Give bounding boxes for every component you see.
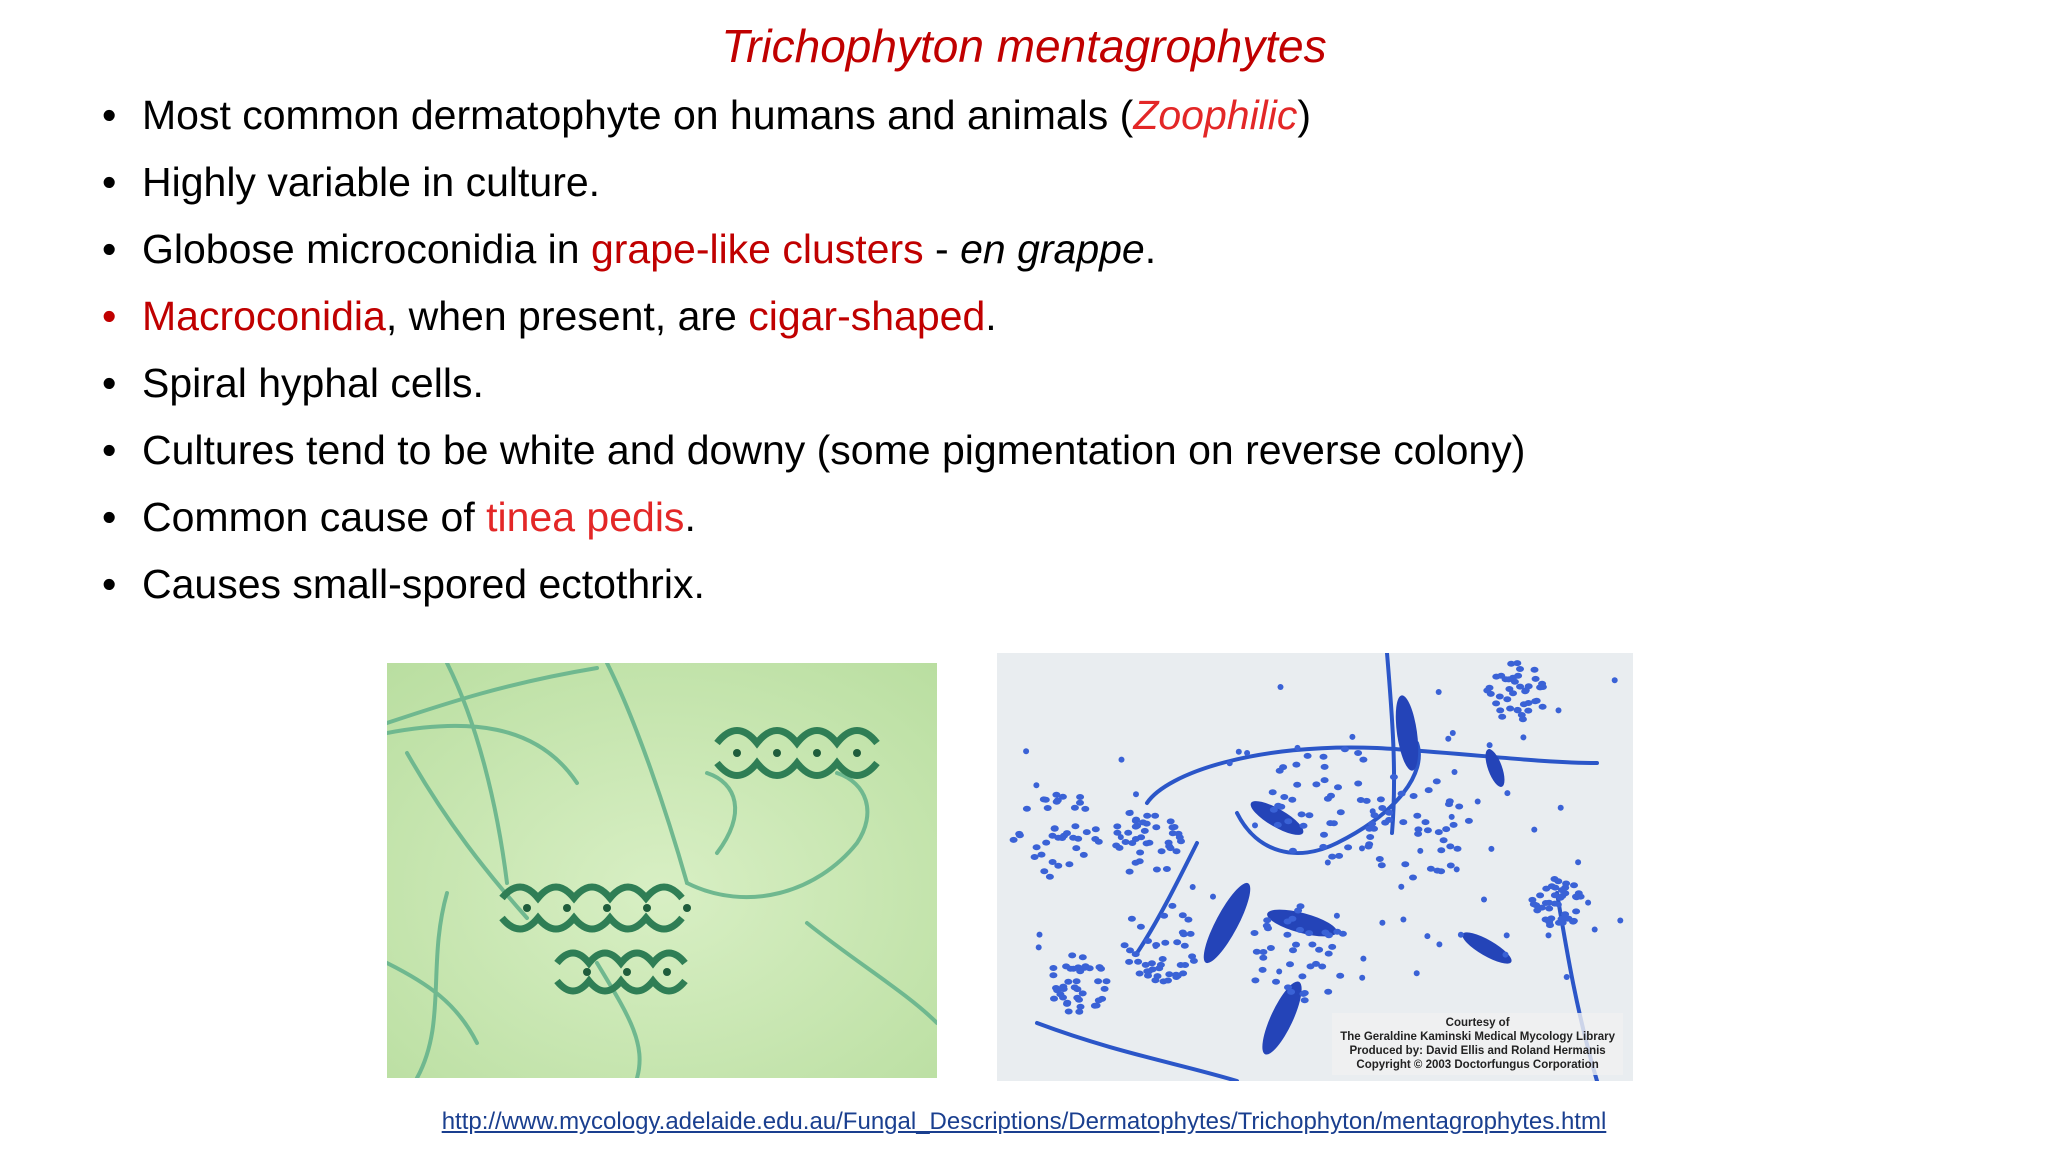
credit-line: Produced by: David Ellis and Roland Hermanis (1349, 1045, 1606, 1057)
credit-line: The Geraldine Kaminski Medical Mycology Library (1340, 1031, 1615, 1043)
bullet-text: grape-like clusters (590, 226, 924, 272)
bullet-text: ) (1297, 92, 1312, 138)
bullet-item (100, 82, 1525, 149)
macroconidia-image (997, 653, 1633, 1081)
image-credit (1332, 1013, 1623, 1075)
bullet-item (100, 551, 1525, 618)
bullet-list (100, 82, 1525, 618)
slide-title: Trichophyton mentagrophytes (721, 20, 1327, 72)
bullet-text: Highly variable in culture. (142, 159, 601, 205)
credit-line: Copyright © 2003 Doctorfungus Corporation (1356, 1059, 1599, 1071)
spiral-hyphae-image (387, 663, 937, 1078)
bullet-dot-icon: • (102, 226, 117, 272)
bullet-dot-icon: • (102, 561, 117, 607)
bullet-text: Causes small-spored ectothrix. (142, 561, 705, 607)
bullet-dot-icon: • (102, 92, 117, 138)
bullet-item (100, 149, 1525, 216)
bullet-text: Spiral hyphal cells. (142, 360, 484, 406)
bullet-dot-icon: • (102, 159, 117, 205)
bullet-text: Globose microconidia in (142, 226, 591, 272)
bullet-text: , when present, are (385, 293, 749, 339)
bullet-dot-icon: • (102, 293, 117, 339)
bullet-text: Macroconidia (142, 293, 386, 339)
bullet-item (100, 484, 1525, 551)
bullet-text: . (684, 494, 696, 540)
bullet-text: cigar-shaped (748, 293, 986, 339)
bullet-text: Zoophilic (1133, 92, 1298, 138)
bullet-item (100, 216, 1525, 283)
credit-line: Courtesy of (1445, 1017, 1510, 1029)
bullet-text: Common cause of (142, 494, 487, 540)
bullet-text: . (1144, 226, 1157, 272)
bullet-text: en grappe (960, 226, 1145, 272)
bullet-text: tinea pedis (486, 494, 685, 540)
bullet-item (100, 417, 1525, 484)
bullet-text: Most common dermatophyte on humans and animals ( (142, 92, 1134, 138)
bullet-text: Cultures tend to be white and downy (some pigmentation on reverse colony) (142, 427, 1526, 473)
bullet-dot-icon: • (102, 427, 117, 473)
bullet-dot-icon: • (102, 494, 117, 540)
bullet-item (100, 350, 1525, 417)
bullet-text: . (985, 293, 997, 339)
source-link[interactable]: http://www.mycology.adelaide.edu.au/Fungal_Descriptions/Dermatophytes/Trichophyton/mentagrophytes.html (441, 1108, 1607, 1135)
bullet-dot-icon: • (102, 360, 117, 406)
spiral-hyphae-micrograph-icon (387, 663, 937, 1078)
bullet-item (100, 283, 1525, 350)
bullet-text: - (923, 226, 961, 272)
